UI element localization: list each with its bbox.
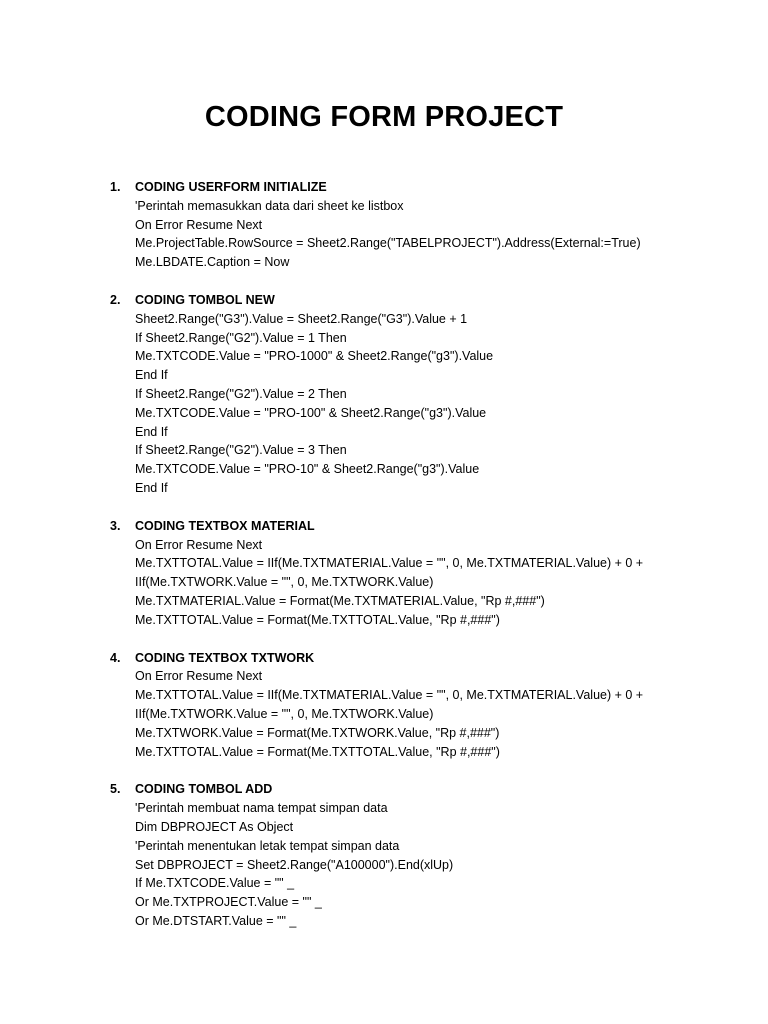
code-section (0, 649, 768, 762)
code-section (0, 780, 768, 930)
code-line: Me.TXTCODE.Value = "PRO-100" & Sheet2.Range("g3").Value (135, 405, 487, 420)
code-line: On Error Resume Next (135, 669, 263, 684)
code-line: IIf(Me.TXTWORK.Value = "", 0, Me.TXTWORK.Value) (135, 575, 434, 590)
code-line: Sheet2.Range("G3").Value = Sheet2.Range("G3").Value + 1 (135, 311, 468, 326)
code-line: Me.TXTWORK.Value = Format(Me.TXTWORK.Value, "Rp #,###") (135, 725, 500, 740)
section-heading: CODING TOMBOL ADD (135, 782, 273, 797)
section-number: 1. (110, 180, 121, 194)
section-heading: CODING TOMBOL NEW (135, 292, 275, 307)
section-number: 2. (110, 292, 121, 307)
code-line: End If (135, 424, 168, 439)
section-heading: CODING TEXTBOX MATERIAL (135, 518, 315, 533)
code-line: Set DBPROJECT = Sheet2.Range("A100000").End(xlUp) (135, 857, 454, 872)
code-line: 'Perintah menentukan letak tempat simpan data (135, 838, 400, 853)
code-line: End If (135, 368, 168, 383)
code-line: Me.TXTTOTAL.Value = Format(Me.TXTTOTAL.Value, "Rp #,###") (135, 612, 500, 627)
section-number: 5. (110, 782, 121, 797)
code-section (0, 178, 768, 272)
code-line: If Me.TXTCODE.Value = "" _ (135, 876, 295, 891)
code-line: Me.TXTMATERIAL.Value = Format(Me.TXTMATERIAL.Value, "Rp #,###") (135, 593, 545, 608)
section-body (135, 649, 745, 762)
section-body (135, 780, 745, 930)
code-line: If Sheet2.Range("G2").Value = 1 Then (135, 330, 347, 345)
code-line: Me.TXTTOTAL.Value = IIf(Me.TXTMATERIAL.Value = "", 0, Me.TXTMATERIAL.Value) + 0 + (135, 556, 644, 571)
code-line: Me.LBDATE.Caption = Now (135, 255, 290, 270)
code-line: Me.TXTCODE.Value = "PRO-10" & Sheet2.Range("g3").Value (135, 462, 480, 477)
code-line: 'Perintah memasukkan data dari sheet ke listbox (135, 198, 404, 213)
code-line: Or Me.DTSTART.Value = "" _ (135, 913, 297, 928)
page-title: CODING FORM PROJECT (204, 101, 564, 133)
section-number: 4. (110, 650, 121, 665)
code-line: Dim DBPROJECT As Object (135, 819, 294, 834)
section-heading: CODING USERFORM INITIALIZE (135, 180, 327, 194)
code-line: IIf(Me.TXTWORK.Value = "", 0, Me.TXTWORK.Value) (135, 706, 434, 721)
code-line: Me.TXTTOTAL.Value = IIf(Me.TXTMATERIAL.Value = "", 0, Me.TXTMATERIAL.Value) + 0 + (135, 688, 644, 703)
code-line: On Error Resume Next (135, 537, 263, 552)
code-line: Or Me.TXTPROJECT.Value = "" _ (135, 895, 322, 910)
code-line: If Sheet2.Range("G2").Value = 2 Then (135, 386, 347, 401)
section-number: 3. (110, 518, 121, 533)
section-body (135, 178, 745, 272)
code-line: If Sheet2.Range("G2").Value = 3 Then (135, 443, 347, 458)
section-body (135, 517, 745, 630)
section-heading: CODING TEXTBOX TXTWORK (135, 650, 315, 665)
section-body (135, 291, 745, 498)
code-section (0, 517, 768, 630)
sections-list (0, 178, 768, 950)
code-line: 'Perintah membuat nama tempat simpan data (135, 801, 388, 816)
code-line: End If (135, 480, 168, 495)
code-line: Me.ProjectTable.RowSource = Sheet2.Range("TABELPROJECT").Address(External:=True) (135, 236, 641, 251)
code-section (0, 291, 768, 498)
code-line: Me.TXTTOTAL.Value = Format(Me.TXTTOTAL.Value, "Rp #,###") (135, 744, 500, 759)
code-line: Me.TXTCODE.Value = "PRO-1000" & Sheet2.Range("g3").Value (135, 349, 494, 364)
code-line: On Error Resume Next (135, 217, 263, 232)
